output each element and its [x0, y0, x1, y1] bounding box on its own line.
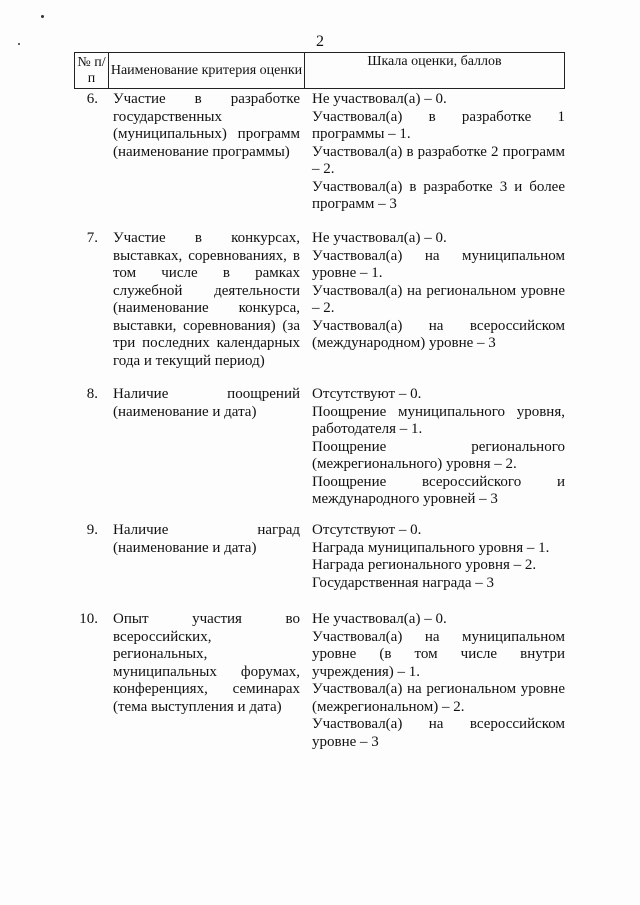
scale-item: Участвовал(а) на муниципальном уровне – 1.: [312, 247, 565, 281]
row-scale: [312, 91, 565, 214]
scale-item: Участвовал(а) в разработке 3 и более программ – 3: [312, 178, 565, 212]
row-scale: [312, 611, 565, 751]
row-scale: [312, 522, 565, 592]
scale-item: Участвовал(а) на всероссийском уровне – 3: [312, 716, 565, 750]
scale-item: Награда регионального уровня – 2.: [312, 557, 537, 573]
scale-item: Участвовал(а) на региональном уровне – 2.: [312, 282, 565, 316]
row-criterion: Опыт участия во всероссийских, региональных, муниципальных форумах, конференциях, семинарах (тема выступления и дата): [113, 611, 300, 715]
scale-item: Участвовал(а) в разработке 2 программ – 2.: [312, 143, 565, 177]
scale-item: Участвовал(а) на всероссийском (международном) уровне – 3: [312, 317, 565, 351]
row-number: 10.: [79, 611, 98, 627]
scale-item: Поощрение всероссийского и международного уровней – 3: [312, 473, 565, 507]
row-scale: [312, 386, 565, 509]
scale-item: Отсутствуют – 0.: [312, 522, 422, 538]
scale-item: Участвовал(а) на региональном уровне (межрегиональном) – 2.: [312, 681, 565, 715]
table-header: [74, 52, 565, 89]
scale-item: Поощрение регионального (межрегионального) уровня – 2.: [312, 438, 565, 472]
scale-item: Участвовал(а) в разработке 1 программы – 1.: [312, 108, 565, 142]
scale-item: Участвовал(а) на муниципальном уровне (в том числе внутри учреждения) – 1.: [312, 628, 565, 680]
scan-speck: [18, 43, 20, 45]
header-criterion: Наименование критерия оценки: [110, 62, 303, 78]
scale-item: Отсутствуют – 0.: [312, 386, 422, 402]
scale-item: Поощрение муниципального уровня, работодателя – 1.: [312, 403, 565, 437]
row-number: 8.: [86, 386, 98, 402]
scale-item: Не участвовал(а) – 0.: [312, 91, 447, 107]
row-number: 9.: [86, 522, 98, 538]
row-criterion: Участие в конкурсах, выставках, соревнованиях, в том числе в рамках служебной деятельности (наименование конкурса, выставки, соревнования) (за три последних календарных года и текущий период): [113, 230, 300, 369]
scale-item: Не участвовал(а) – 0.: [312, 230, 447, 246]
row-criterion: Наличие поощрений (наименование и дата): [113, 386, 300, 420]
row-number: 6.: [86, 91, 98, 107]
row-number: 7.: [86, 230, 98, 246]
header-number: № п/п: [77, 54, 106, 86]
scale-item: Государственная награда – 3: [312, 574, 495, 591]
row-criterion: Наличие наград (наименование и дата): [113, 522, 300, 556]
header-scale: Шкала оценки, баллов: [367, 54, 502, 69]
scan-speck: [41, 15, 44, 18]
scale-item: Не участвовал(а) – 0.: [312, 611, 447, 627]
row-criterion: Участие в разработке государственных (муниципальных) программ (наименование программы): [113, 91, 300, 160]
row-scale: [312, 230, 565, 353]
page-number: 2: [316, 33, 324, 50]
scale-item: Награда муниципального уровня – 1.: [312, 539, 550, 556]
